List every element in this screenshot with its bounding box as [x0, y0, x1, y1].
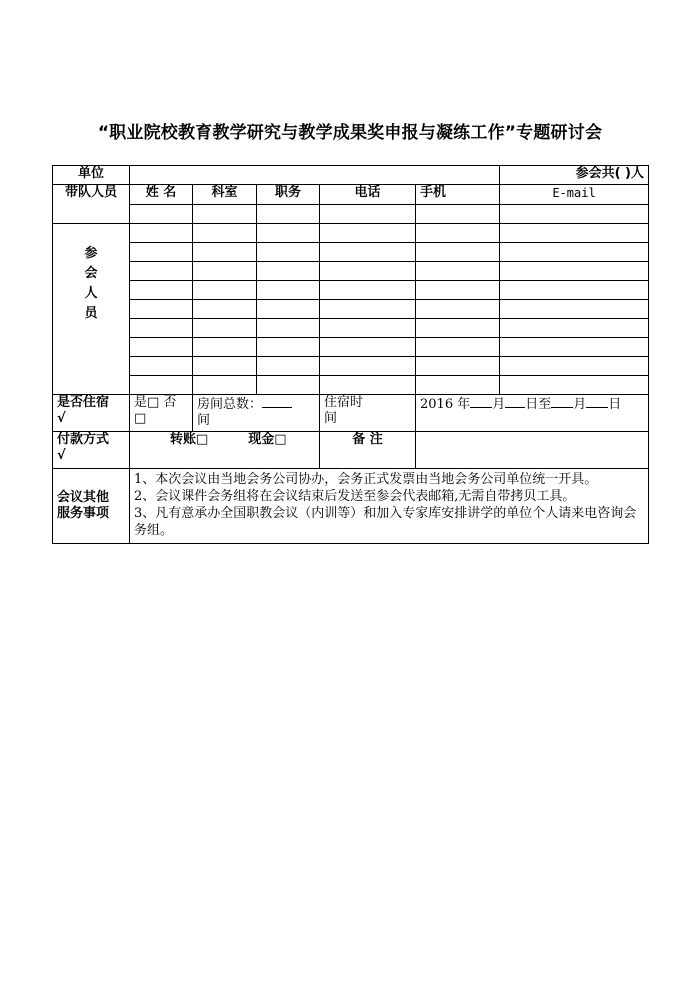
services-notes [130, 469, 649, 544]
attendee-cell[interactable] [416, 376, 500, 395]
leader-phone-cell[interactable] [320, 205, 416, 224]
lodging-dates[interactable] [416, 395, 649, 432]
unit-label: 单位 [53, 166, 130, 185]
attendee-cell[interactable] [130, 357, 193, 376]
transfer-checkbox[interactable]: 转账□ [170, 432, 209, 447]
lodging-yes-no-line: 是□ 否 [134, 395, 177, 410]
leader-name-cell[interactable] [130, 205, 193, 224]
lodging-label-check: √ [57, 411, 66, 426]
attendee-cell[interactable] [320, 224, 416, 243]
lodging-month-from: 月 [492, 397, 506, 412]
attendee-cell[interactable] [500, 262, 649, 281]
attendee-cell[interactable] [257, 338, 320, 357]
lodging-label-text: 是否住宿 [57, 395, 110, 410]
room-count-unit: 间 [197, 413, 211, 428]
services-row [53, 469, 649, 544]
payment-row [53, 432, 649, 469]
header-department: 科室 [193, 185, 257, 205]
payment-label-text: 付款方式 [57, 432, 110, 447]
lodging-time-label-line: 住宿时 [324, 395, 364, 410]
room-count-blank[interactable] [262, 395, 292, 408]
attendee-cell[interactable] [320, 300, 416, 319]
attendees-label-char: 会 [84, 266, 98, 281]
attendees-label [53, 224, 130, 395]
attendee-cell[interactable] [257, 300, 320, 319]
attendee-cell[interactable] [193, 281, 257, 300]
attendee-row [53, 224, 649, 243]
leader-label: 带队人员 [53, 185, 130, 224]
service-note: 1、本次会议由当地会务公司协办，会务正式发票由当地会务公司单位统一开具。 [134, 472, 598, 487]
date-blank[interactable] [470, 395, 492, 408]
attendees-label-char: 人 [84, 286, 98, 301]
attendee-cell[interactable] [193, 243, 257, 262]
attendee-cell[interactable] [416, 319, 500, 338]
attendee-cell[interactable] [416, 224, 500, 243]
attendee-row [53, 243, 649, 262]
attendee-cell[interactable] [320, 319, 416, 338]
attendee-row [53, 300, 649, 319]
attendee-cell[interactable] [193, 300, 257, 319]
attendee-cell[interactable] [130, 338, 193, 357]
leader-department-cell[interactable] [193, 205, 257, 224]
header-phone: 电话 [320, 185, 416, 205]
attendee-cell[interactable] [500, 300, 649, 319]
attendees-label-char: 参 [84, 246, 98, 261]
attendee-cell[interactable] [257, 376, 320, 395]
room-count-cell[interactable] [193, 395, 320, 432]
payment-label-check: √ [57, 448, 66, 463]
lodging-year: 2016 年 [420, 397, 471, 412]
attendee-cell[interactable] [130, 224, 193, 243]
lodging-label [53, 395, 130, 432]
service-note: 2、会议课件会务组将在会议结束后发送至参会代表邮箱,无需自带拷贝工具。 [134, 489, 576, 504]
payment-label [53, 432, 130, 469]
header-email: E-mail [500, 185, 649, 205]
leader-position-cell[interactable] [257, 205, 320, 224]
services-label-line: 会议其他 [57, 490, 110, 505]
date-blank[interactable] [586, 395, 608, 408]
attendee-row [53, 319, 649, 338]
room-count-label: 房间总数： [197, 397, 263, 412]
lodging-time-label [320, 395, 416, 432]
lodging-day-to: 日 [608, 397, 622, 412]
lodging-row [53, 395, 649, 432]
attendee-cell[interactable] [257, 243, 320, 262]
attendee-cell[interactable] [193, 319, 257, 338]
remark-input[interactable] [416, 432, 649, 469]
attendees-label-char: 员 [84, 306, 98, 321]
attendee-cell[interactable] [500, 281, 649, 300]
leader-mobile-cell[interactable] [416, 205, 500, 224]
attendee-cell[interactable] [130, 262, 193, 281]
lodging-yes-no[interactable] [130, 395, 193, 432]
attendee-cell[interactable] [193, 338, 257, 357]
attendee-row [53, 338, 649, 357]
attendee-cell[interactable] [193, 376, 257, 395]
unit-row [53, 166, 649, 185]
attendee-cell[interactable] [416, 262, 500, 281]
attendee-cell[interactable] [320, 376, 416, 395]
leader-header-row [53, 185, 649, 205]
attendee-cell[interactable] [500, 243, 649, 262]
header-name: 姓 名 [130, 185, 193, 205]
attendee-cell[interactable] [416, 338, 500, 357]
lodging-time-label-line: 间 [324, 411, 338, 426]
services-label [53, 469, 130, 544]
lodging-no-checkbox[interactable]: □ [134, 411, 147, 426]
remark-label: 备 注 [320, 432, 416, 469]
cash-checkbox[interactable]: 现金□ [248, 432, 287, 447]
attendee-row [53, 376, 649, 395]
header-position: 职务 [257, 185, 320, 205]
attendee-cell[interactable] [416, 357, 500, 376]
leader-email-cell[interactable] [500, 205, 649, 224]
attendee-cell[interactable] [500, 357, 649, 376]
attendee-row [53, 262, 649, 281]
attendee-cell[interactable] [500, 224, 649, 243]
attendee-cell[interactable] [320, 243, 416, 262]
service-note: 3、凡有意承办全国职教会议（内训等）和加入专家库安排讲学的单位个人请来电咨询会务组。 [134, 506, 637, 538]
lodging-month-to: 月 [573, 397, 587, 412]
attendee-cell[interactable] [416, 300, 500, 319]
date-blank[interactable] [551, 395, 573, 408]
attendee-cell[interactable] [130, 376, 193, 395]
attendee-cell[interactable] [193, 262, 257, 281]
attendee-total[interactable]: 参会共( )人 [500, 166, 649, 185]
attendee-cell[interactable] [320, 281, 416, 300]
attendee-cell[interactable] [416, 281, 500, 300]
attendee-cell[interactable] [500, 376, 649, 395]
attendee-cell[interactable] [130, 281, 193, 300]
attendee-cell[interactable] [257, 319, 320, 338]
attendee-cell[interactable] [257, 357, 320, 376]
payment-options [130, 432, 320, 469]
header-mobile: 手机 [416, 185, 500, 205]
attendee-cell[interactable] [130, 243, 193, 262]
attendee-row [53, 281, 649, 300]
attendee-cell[interactable] [130, 300, 193, 319]
attendee-row [53, 357, 649, 376]
services-label-line: 服务事项 [57, 506, 110, 521]
attendee-cell[interactable] [130, 319, 193, 338]
date-blank[interactable] [505, 395, 525, 408]
form-title: “职业院校教育教学研究与教学成果奖申报与凝练工作”专题研讨会 [97, 123, 603, 143]
unit-input[interactable] [130, 166, 500, 185]
attendee-cell[interactable] [193, 224, 257, 243]
attendee-cell[interactable] [320, 357, 416, 376]
attendee-cell[interactable] [257, 224, 320, 243]
registration-table [52, 165, 649, 544]
attendee-cell[interactable] [193, 357, 257, 376]
room-count-line [197, 395, 315, 413]
leader-input-row [53, 205, 649, 224]
attendee-cell[interactable] [500, 319, 649, 338]
lodging-day-from: 日至 [525, 397, 552, 412]
attendee-cell[interactable] [500, 338, 649, 357]
attendee-cell[interactable] [416, 243, 500, 262]
attendee-cell[interactable] [320, 338, 416, 357]
attendee-cell[interactable] [320, 262, 416, 281]
attendee-cell[interactable] [257, 262, 320, 281]
attendee-cell[interactable] [257, 281, 320, 300]
